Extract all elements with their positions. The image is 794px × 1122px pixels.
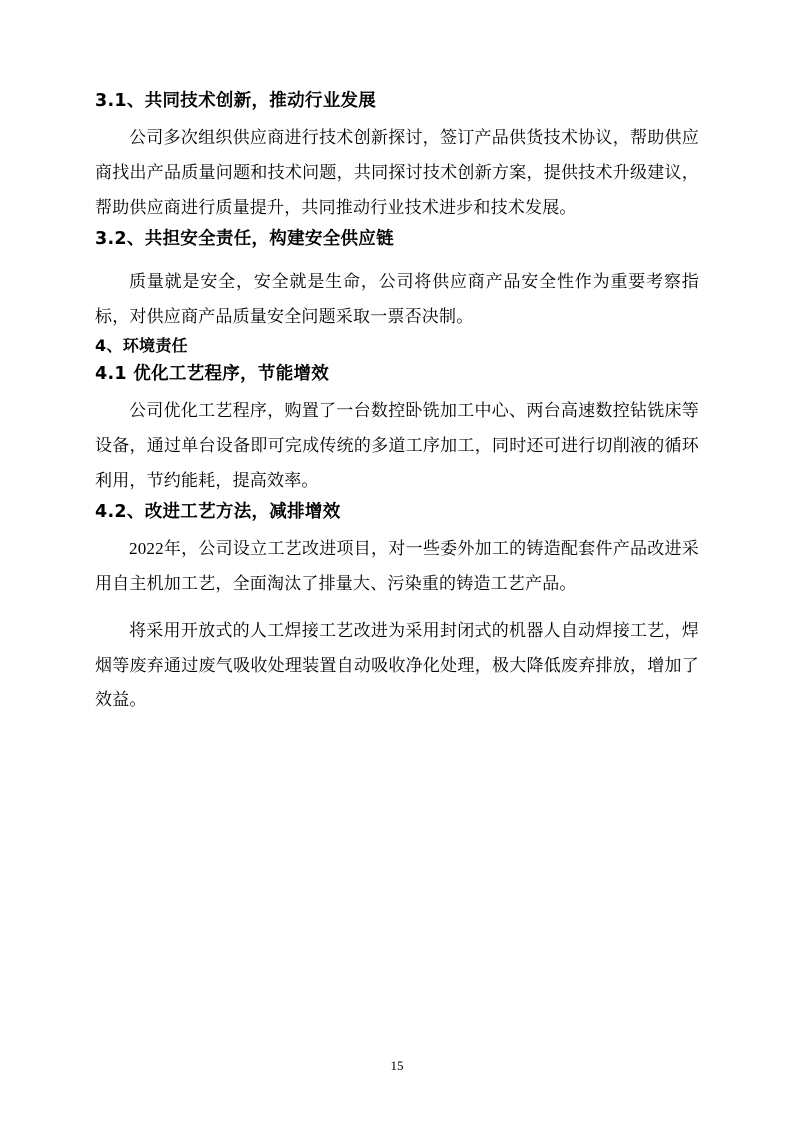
paragraph-3-1: 公司多次组织供应商进行技术创新探讨，签订产品供货技术协议，帮助供应商找出产品质量问题和技术问题，共同探讨技术创新方案，提供技术升级建议，帮助供应商进行质量提升，共同推动行业技术进步和技术发展。 — [95, 128, 699, 217]
section-heading-4: 4、环境责任 — [95, 336, 188, 356]
paragraph-3-2: 质量就是安全，安全就是生命，公司将供应商产品安全性作为重要考察指标，对供应商产品质量安全问题采取一票否决制。 — [95, 271, 699, 326]
page-number: 15 — [390, 1058, 404, 1073]
paragraph-4-2-a: 2022年，公司设立工艺改进项目，对一些委外加工的铸造配套件产品改进采用自主机加工艺，全面淘汰了排量大、污染重的铸造工艺产品。 — [95, 539, 699, 593]
section-heading-3-1: 3.1、共同技术创新，推动行业发展 — [95, 91, 377, 111]
paragraph-4-1: 公司优化工艺程序，购置了一台数控卧铣加工中心、两台高速数控钻铣床等设备，通过单台设备即可完成传统的多道工序加工，同时还可进行切削液的循环利用，节约能耗，提高效率。 — [95, 401, 699, 491]
section-heading-4-1: 4.1 优化工艺程序，节能增效 — [95, 364, 330, 385]
document-content — [95, 88, 699, 718]
paragraph-4-2-b: 将采用开放式的人工焊接工艺改进为采用封闭式的机器人自动焊接工艺，焊烟等废弃通过废气吸收处理装置自动吸收净化处理，极大降低废弃排放，增加了效益。 — [95, 620, 699, 710]
section-heading-3-2: 3.2、共担安全责任，构建安全供应链 — [95, 228, 394, 249]
section-heading-4-2: 4.2、改进工艺方法，减排增效 — [95, 501, 341, 522]
